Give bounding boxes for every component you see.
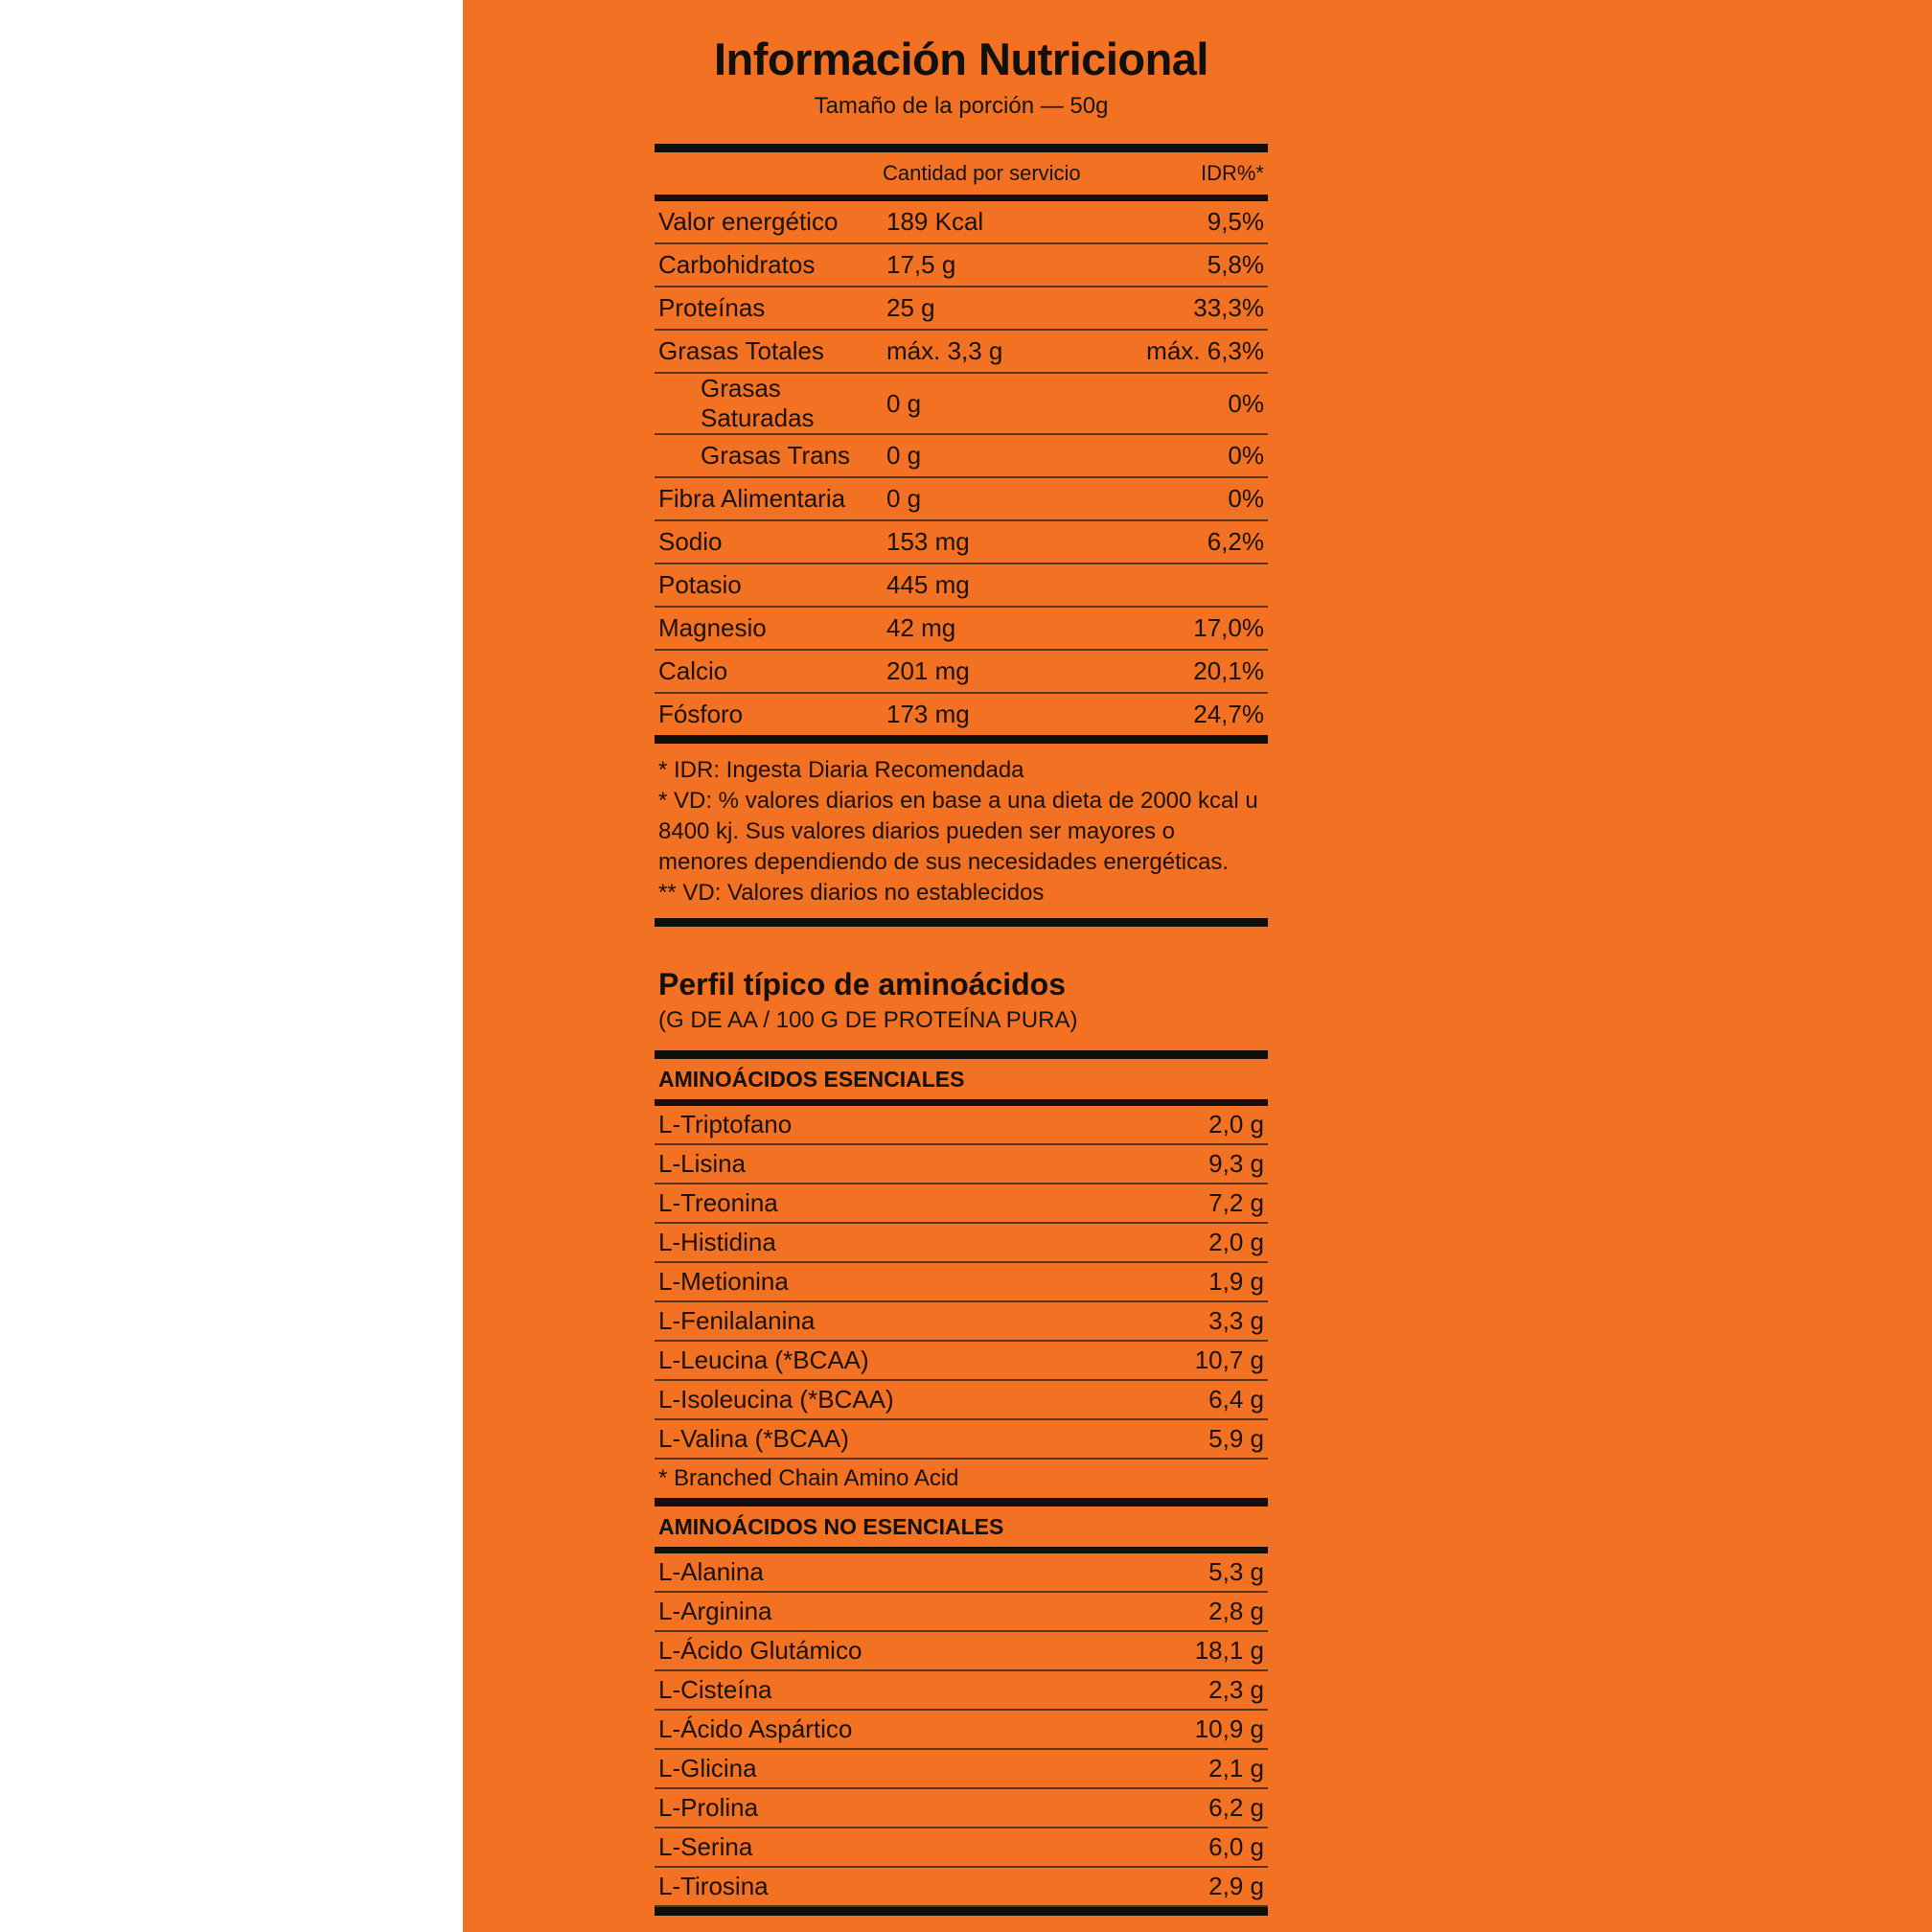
amino-value: 10,9 g [1092, 1710, 1268, 1749]
non-essential-heading-rule [655, 1547, 1268, 1553]
table-row [655, 477, 1268, 520]
nutrient-idr: 9,5% [1084, 201, 1268, 243]
nutrient-amount: 17,5 g [883, 243, 1084, 287]
amino-value: 2,1 g [1092, 1749, 1268, 1788]
nutrition-section [655, 36, 1268, 927]
non-essential-amino-rows [655, 1553, 1268, 1906]
essential-top-rule [655, 1050, 1268, 1059]
nutrient-amount: 25 g [883, 287, 1084, 330]
nutrient-amount: 0 g [883, 434, 1084, 477]
amino-name: L-Lisina [655, 1144, 1092, 1184]
table-bottom-rule [655, 735, 1268, 744]
nutrient-name: Sodio [655, 520, 883, 564]
nutrient-amount: 173 mg [886, 700, 970, 728]
nutrient-name: Calcio [655, 650, 883, 693]
nutrient-idr [1084, 564, 1268, 607]
amino-name: L-Tirosina [655, 1867, 1092, 1906]
amino-value: 5,9 g [1092, 1419, 1268, 1459]
footnote-line: ** VD: Valores diarios no establecidos [658, 879, 1045, 906]
amino-name: L-Isoleucina (*BCAA) [655, 1380, 1092, 1419]
table-row [655, 1341, 1268, 1380]
table-row [655, 1144, 1268, 1184]
nutrient-amount: 201 mg [883, 650, 1084, 693]
bcaa-note: * Branched Chain Amino Acid [658, 1464, 959, 1491]
nutrient-amount: 189 Kcal [883, 201, 1084, 243]
essential-heading: AMINOÁCIDOS ESENCIALES [658, 1066, 965, 1092]
nutrient-amount: máx. 3,3 g [883, 330, 1084, 373]
table-row [655, 1419, 1268, 1459]
footnotes-bottom-rule [655, 918, 1268, 927]
nutrient-name: Magnesio [655, 607, 883, 650]
nutrient-idr: 17,0% [1084, 607, 1268, 650]
table-row [655, 1670, 1268, 1710]
amino-subtitle: (G DE AA / 100 G DE PROTEÍNA PURA) [658, 1007, 1078, 1034]
table-row [655, 1710, 1268, 1749]
nutrient-amount: 153 mg [883, 520, 1084, 564]
amino-name: L-Histidina [655, 1223, 1092, 1262]
nutrient-name: Carbohidratos [655, 243, 883, 287]
amino-value: 2,3 g [1092, 1670, 1268, 1710]
amino-name: L-Leucina (*BCAA) [655, 1341, 1092, 1380]
table-row [655, 1184, 1268, 1223]
table-row [655, 1301, 1268, 1341]
table-row [655, 243, 1268, 287]
amino-name: L-Ácido Aspártico [655, 1710, 1092, 1749]
table-top-rule [655, 144, 1268, 152]
amino-value: 18,1 g [1092, 1631, 1268, 1670]
table-row [655, 373, 1268, 434]
nutrient-idr: 0% [1084, 477, 1268, 520]
table-row [655, 564, 1268, 607]
amino-value: 6,0 g [1092, 1828, 1268, 1867]
table-row [655, 1749, 1268, 1788]
nutrient-idr: 20,1% [1084, 650, 1268, 693]
table-row [655, 520, 1268, 564]
nutrient-name: Proteínas [655, 287, 883, 330]
nutrient-name: Fósforo [658, 700, 744, 728]
col-header-amount: Cantidad por servicio [883, 161, 1081, 185]
amino-value: 9,3 g [1092, 1144, 1268, 1184]
essential-heading-rule [655, 1099, 1268, 1106]
essential-amino-table [655, 1106, 1268, 1460]
table-header-rule [655, 195, 1268, 201]
page-title: Información Nutricional [714, 34, 1208, 84]
table-row [655, 693, 1268, 735]
amino-bottom-rule [655, 1907, 1268, 1916]
nutrition-table-body [655, 201, 1268, 735]
amino-value: 1,9 g [1092, 1262, 1268, 1301]
nutrient-name: Grasas Trans [655, 434, 883, 477]
amino-value: 5,3 g [1092, 1553, 1268, 1592]
amino-value: 7,2 g [1092, 1184, 1268, 1223]
amino-value: 3,3 g [1092, 1301, 1268, 1341]
table-row [655, 1631, 1268, 1670]
col-header-idr: IDR%* [1200, 161, 1264, 185]
footnote-line: * IDR: Ingesta Diaria Recomendada [658, 757, 1024, 783]
nutrient-idr: 0% [1084, 373, 1268, 434]
amino-name: L-Valina (*BCAA) [655, 1419, 1092, 1459]
amino-value: 2,9 g [1092, 1867, 1268, 1906]
nutrient-idr: 5,8% [1084, 243, 1268, 287]
amino-name: L-Cisteína [655, 1670, 1092, 1710]
non-essential-amino-table [655, 1553, 1268, 1907]
nutrient-amount: 0 g [883, 477, 1084, 520]
table-row [655, 287, 1268, 330]
amino-value: 2,8 g [1092, 1592, 1268, 1631]
nutrient-name: Grasas Saturadas [655, 373, 883, 434]
amino-name: L-Metionina [655, 1262, 1092, 1301]
amino-name: L-Prolina [655, 1788, 1092, 1828]
nutrient-amount: 445 mg [883, 564, 1084, 607]
nutrient-name: Grasas Totales [655, 330, 883, 373]
footnote-line: * VD: % valores diarios en base a una dieta de 2000 kcal u 8400 kj. Sus valores diarios pueden ser mayores o menores dependiendo de sus necesidades energéticas. [658, 787, 1258, 875]
amino-name: L-Alanina [655, 1553, 1092, 1592]
amino-name: L-Triptofano [655, 1106, 1092, 1144]
nutrient-name: Fibra Alimentaria [655, 477, 883, 520]
amino-value: 10,7 g [1092, 1341, 1268, 1380]
footnotes [655, 744, 1268, 918]
table-row [655, 330, 1268, 373]
nutrient-amount: 42 mg [883, 607, 1084, 650]
table-row [655, 1106, 1268, 1144]
non-essential-top-rule [655, 1498, 1268, 1506]
amino-value: 6,4 g [1092, 1380, 1268, 1419]
table-row [655, 1828, 1268, 1867]
table-row [655, 1553, 1268, 1592]
amino-name: L-Serina [655, 1828, 1092, 1867]
table-row [655, 1380, 1268, 1419]
nutrient-idr: 33,3% [1084, 287, 1268, 330]
amino-title: Perfil típico de aminoácidos [658, 967, 1066, 1001]
table-row [655, 1788, 1268, 1828]
amino-name: L-Ácido Glutámico [655, 1631, 1092, 1670]
amino-name: L-Arginina [655, 1592, 1092, 1631]
table-row [655, 434, 1268, 477]
nutrient-name: Potasio [655, 564, 883, 607]
nutrient-idr: 24,7% [1193, 700, 1264, 728]
table-row [655, 650, 1268, 693]
table-row [655, 1262, 1268, 1301]
nutrition-rows [655, 201, 1268, 735]
nutrient-amount: 0 g [883, 373, 1084, 434]
amino-name: L-Fenilalanina [655, 1301, 1092, 1341]
amino-value: 2,0 g [1092, 1223, 1268, 1262]
nutrient-idr: 6,2% [1084, 520, 1268, 564]
nutrition-header-row [655, 152, 1268, 195]
amino-name: L-Glicina [655, 1749, 1092, 1788]
essential-amino-rows [655, 1106, 1268, 1459]
serving-size: Tamaño de la porción — 50g [814, 93, 1109, 119]
amino-value: 6,2 g [1092, 1788, 1268, 1828]
amino-value: 2,0 g [1092, 1106, 1268, 1144]
table-row [655, 1223, 1268, 1262]
nutrient-idr: 0% [1084, 434, 1268, 477]
orange-panel [463, 0, 1932, 1932]
table-row [655, 1867, 1268, 1906]
non-essential-heading: AMINOÁCIDOS NO ESENCIALES [658, 1513, 1004, 1539]
table-row [655, 1592, 1268, 1631]
amino-name: L-Treonina [655, 1184, 1092, 1223]
table-row [655, 201, 1268, 243]
amino-acid-section [655, 968, 1268, 1916]
nutrition-table-head [655, 152, 1268, 195]
table-row [655, 607, 1268, 650]
nutrient-idr: máx. 6,3% [1084, 330, 1268, 373]
col-header-name [655, 152, 883, 195]
nutrient-name: Valor energético [655, 201, 883, 243]
nutrition-table [655, 152, 1268, 195]
